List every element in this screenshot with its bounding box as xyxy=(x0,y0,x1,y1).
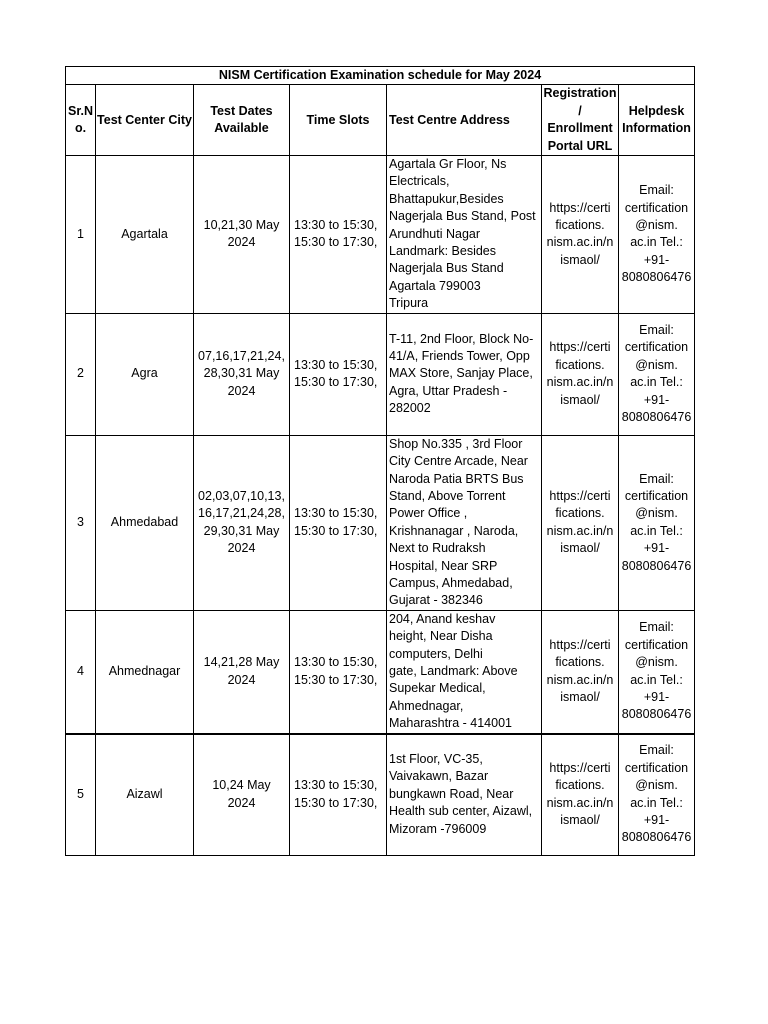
cell-srno: 1 xyxy=(66,156,96,314)
cell-helpdesk: Email: certification @nism. ac.in Tel.: +91- 8080806476 xyxy=(619,313,695,435)
header-address: Test Centre Address xyxy=(387,85,542,156)
table-row xyxy=(66,313,695,435)
cell-city: Ahmednagar xyxy=(96,610,194,733)
cell-helpdesk: Email: certification @nism. ac.in Tel.: +91- 8080806476 xyxy=(619,156,695,314)
cell-slots: 13:30 to 15:30, 15:30 to 17:30, xyxy=(290,435,387,610)
cell-address: Agartala Gr Floor, Ns Electricals, Bhattapukur,Besides Nagerjala Bus Stand, Post Arundhuti Nagar Landmark: Besides Nagerjala Bus Stand Agartala 799003 Tripura xyxy=(387,156,542,314)
header-srno: Sr.N o. xyxy=(66,85,96,156)
cell-slots: 13:30 to 15:30, 15:30 to 17:30, xyxy=(290,610,387,733)
table-row xyxy=(66,435,695,610)
exam-schedule-table xyxy=(65,66,695,856)
cell-address: 1st Floor, VC-35, Vaivakawn, Bazar bungkawn Road, Near Health sub center, Aizawl, Mizoram -796009 xyxy=(387,734,542,856)
header-city: Test Center City xyxy=(96,85,194,156)
table-title: NISM Certification Examination schedule for May 2024 xyxy=(66,67,695,85)
table-row xyxy=(66,734,695,856)
cell-city: Aizawl xyxy=(96,734,194,856)
cell-srno: 3 xyxy=(66,435,96,610)
cell-city: Agartala xyxy=(96,156,194,314)
cell-dates: 02,03,07,10,13, 16,17,21,24,28, 29,30,31 May 2024 xyxy=(194,435,290,610)
cell-srno: 5 xyxy=(66,734,96,856)
cell-dates: 10,24 May 2024 xyxy=(194,734,290,856)
table-row xyxy=(66,156,695,314)
header-helpdesk: Helpdesk Information xyxy=(619,85,695,156)
header-dates: Test Dates Available xyxy=(194,85,290,156)
cell-portal-url: https://certi fications. nism.ac.in/n ismaol/ xyxy=(542,610,619,733)
cell-portal-url: https://certi fications. nism.ac.in/n ismaol/ xyxy=(542,156,619,314)
cell-slots: 13:30 to 15:30, 15:30 to 17:30, xyxy=(290,313,387,435)
cell-portal-url: https://certi fications. nism.ac.in/n ismaol/ xyxy=(542,313,619,435)
header-row xyxy=(66,85,695,156)
cell-helpdesk: Email: certification @nism. ac.in Tel.: +91- 8080806476 xyxy=(619,734,695,856)
cell-dates: 14,21,28 May 2024 xyxy=(194,610,290,733)
cell-srno: 4 xyxy=(66,610,96,733)
cell-slots: 13:30 to 15:30, 15:30 to 17:30, xyxy=(290,734,387,856)
cell-dates: 10,21,30 May 2024 xyxy=(194,156,290,314)
header-portal: Registration / Enrollment Portal URL xyxy=(542,85,619,156)
header-slots: Time Slots xyxy=(290,85,387,156)
cell-city: Agra xyxy=(96,313,194,435)
cell-helpdesk: Email: certification @nism. ac.in Tel.: +91- 8080806476 xyxy=(619,435,695,610)
cell-portal-url: https://certi fications. nism.ac.in/n ismaol/ xyxy=(542,734,619,856)
cell-portal-url: https://certi fications. nism.ac.in/n ismaol/ xyxy=(542,435,619,610)
cell-address: 204, Anand keshav height, Near Disha computers, Delhi gate, Landmark: Above Supekar Medical, Ahmednagar, Maharashtra - 414001 xyxy=(387,610,542,733)
cell-helpdesk: Email: certification @nism. ac.in Tel.: +91- 8080806476 xyxy=(619,610,695,733)
cell-slots: 13:30 to 15:30, 15:30 to 17:30, xyxy=(290,156,387,314)
table-row xyxy=(66,610,695,733)
cell-address: T-11, 2nd Floor, Block No- 41/A, Friends Tower, Opp MAX Store, Sanjay Place, Agra, Uttar Pradesh - 282002 xyxy=(387,313,542,435)
cell-city: Ahmedabad xyxy=(96,435,194,610)
cell-srno: 2 xyxy=(66,313,96,435)
cell-address: Shop No.335 , 3rd Floor City Centre Arcade, Near Naroda Patia BRTS Bus Stand, Above Torrent Power Office , Krishnanagar , Naroda, Next to Rudraksh Hospital, Near SRP Campus, Ahmedabad, Gujarat - 382346 xyxy=(387,435,542,610)
cell-dates: 07,16,17,21,24, 28,30,31 May 2024 xyxy=(194,313,290,435)
